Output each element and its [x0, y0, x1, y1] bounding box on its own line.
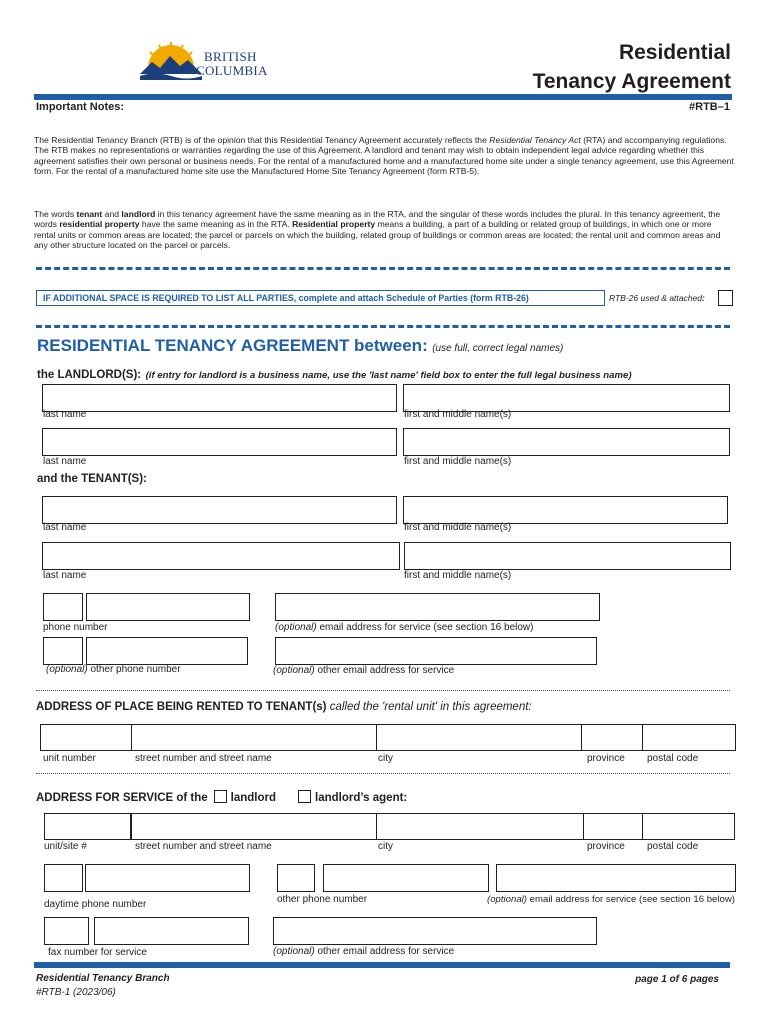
daytime-phone-area-code-field[interactable]	[44, 864, 83, 892]
service-other-phone-area-code-field[interactable]	[277, 864, 315, 892]
rtb26-checkbox[interactable]	[718, 290, 733, 306]
service-street-label: street number and street name	[135, 841, 272, 852]
page-title	[533, 38, 731, 96]
landlord-2-last-name-field[interactable]	[42, 428, 397, 456]
landlord-heading-text: the LANDLORD(S):	[37, 369, 142, 381]
page-number: page 1 of 6 pages	[635, 974, 719, 985]
landlord-option-label: landlord	[230, 792, 277, 804]
email-service-text: email address for service (see section 16 below)	[316, 622, 534, 633]
tenant-2-last-name-label: last name	[43, 570, 87, 581]
footer-rule	[34, 962, 730, 968]
email-optional-tag: (optional)	[275, 622, 317, 633]
service-other-email-label	[273, 946, 454, 957]
term-residential-property-2: Residential property	[292, 219, 376, 230]
landlord-agent-checkbox[interactable]	[298, 790, 311, 803]
service-province-field[interactable]	[583, 813, 643, 840]
notes-p1-act: Residential Tenancy Act	[489, 135, 581, 145]
footer-branch: Residential Tenancy Branch	[36, 973, 170, 984]
service-address-heading-text: ADDRESS FOR SERVICE of the	[36, 792, 208, 804]
rtb26-used-text: RTB-26 used & attached	[609, 293, 702, 303]
fax-number-field[interactable]	[94, 917, 249, 945]
notes-p2-text-a: The words	[34, 209, 77, 219]
additional-space-text: IF ADDITIONAL SPACE IS REQUIRED TO LIST ALL PARTIES, complete and attach Schedule of Parties (form RTB-26)	[43, 293, 529, 303]
dashed-divider-top	[36, 267, 730, 270]
service-email-field[interactable]	[496, 864, 736, 892]
tenant-heading: and the TENANT(S):	[37, 473, 147, 485]
service-other-email-optional-tag: (optional)	[273, 946, 315, 957]
fax-area-code-field[interactable]	[44, 917, 89, 945]
header-rule	[34, 94, 732, 100]
service-other-email-text: other email address for service	[314, 946, 455, 957]
rental-street-field[interactable]	[131, 724, 377, 751]
logo-text-british: BRITISH	[204, 49, 257, 64]
tenant-email-field[interactable]	[275, 593, 600, 621]
service-city-label: city	[378, 841, 393, 852]
rental-city-field[interactable]	[376, 724, 582, 751]
notes-paragraph-1	[34, 135, 734, 177]
service-email-label	[487, 894, 735, 905]
dashed-divider-bottom	[36, 325, 730, 328]
email-service-label	[275, 622, 533, 633]
title-line-2: Tenancy Agreement	[532, 70, 731, 93]
other-email-label	[273, 665, 454, 676]
daytime-phone-number-field[interactable]	[85, 864, 250, 892]
rental-postal-code-field[interactable]	[642, 724, 736, 751]
term-residential-property: residential property	[59, 219, 140, 230]
landlord-agent-option-label: landlord’s agent:	[315, 792, 408, 804]
rental-address-heading-note: called the 'rental unit' in this agreement:	[326, 701, 532, 713]
service-unit-site-label: unit/site #	[44, 841, 87, 852]
notes-p2-text-d: means a building, a part of a building or related group of buildings, in which one or more rental units or common areas are located; the parcel or parcels on which the building, related group of buildings or common areas are located; the rental unit and common areas and any other structure located on the parcel or parcels.	[34, 219, 721, 251]
rental-address-heading-text: ADDRESS OF PLACE BEING RENTED TO TENANT(s)	[36, 701, 327, 713]
service-email-optional-tag: (optional)	[487, 894, 527, 905]
service-street-field[interactable]	[131, 813, 377, 840]
title-line-1: Residential	[618, 41, 731, 64]
tenant-2-last-name-field[interactable]	[42, 542, 400, 570]
landlord-checkbox[interactable]	[214, 790, 227, 803]
daytime-phone-label: daytime phone number	[44, 899, 147, 910]
service-email-text: email address for service (see section 16 below)	[527, 894, 735, 905]
service-unit-site-field[interactable]	[44, 813, 131, 840]
service-postal-code-label: postal code	[647, 841, 699, 852]
form-code: #RTB–1	[689, 101, 730, 113]
service-postal-code-field[interactable]	[642, 813, 735, 840]
logo-text-columbia: COLUMBIA	[196, 63, 268, 78]
tenant-phone-area-code-field[interactable]	[43, 593, 83, 621]
service-other-phone-label: other phone number	[277, 894, 368, 905]
rental-unit-number-field[interactable]	[40, 724, 132, 751]
landlord-1-last-name-field[interactable]	[42, 384, 397, 412]
landlord-heading	[37, 365, 632, 383]
agreement-heading-note: (use full, correct legal names)	[432, 343, 564, 354]
service-address-heading	[36, 790, 407, 804]
tenant-1-first-name-field[interactable]	[403, 496, 728, 524]
tenant-other-email-field[interactable]	[275, 637, 597, 665]
landlord-2-first-name-label: first and middle name(s)	[404, 456, 512, 467]
rental-city-label: city	[378, 753, 393, 764]
bc-sun-icon	[140, 40, 202, 80]
landlord-1-first-name-field[interactable]	[403, 384, 730, 412]
other-phone-label	[46, 664, 181, 675]
bc-logo	[140, 40, 280, 82]
rental-address-heading	[36, 701, 532, 713]
landlord-2-first-name-field[interactable]	[403, 428, 730, 456]
rtb26-used-label	[609, 293, 705, 303]
tenant-2-first-name-field[interactable]	[404, 542, 731, 570]
other-email-text: other email address for service	[314, 665, 455, 676]
other-email-optional-tag: (optional)	[273, 665, 315, 676]
service-other-phone-number-field[interactable]	[323, 864, 489, 892]
other-phone-text: other phone number	[87, 664, 181, 675]
landlord-1-last-name-label: last name	[43, 409, 87, 420]
rental-postal-code-label: postal code	[647, 753, 699, 764]
notes-p2-and: and	[102, 209, 122, 219]
service-other-email-field[interactable]	[273, 917, 597, 945]
rental-street-label: street number and street name	[135, 753, 272, 764]
notes-p1-text-a: The Residential Tenancy Branch (RTB) is of the opinion that this Residential Tenancy Agreement accurately reflects the	[34, 135, 490, 145]
tenant-other-phone-area-code-field[interactable]	[43, 637, 83, 665]
tenant-other-phone-number-field[interactable]	[86, 637, 248, 665]
rental-province-field[interactable]	[581, 724, 643, 751]
landlord-heading-note: (if entry for landlord is a business name, use the 'last name' field box to enter the full legal business name)	[145, 370, 632, 381]
service-city-field[interactable]	[376, 813, 584, 840]
notes-p2-text-b: in this tenancy agreement have the same meaning as in the RTA, and the singular of these words includes the plural. In this tenancy agreement, the words	[34, 209, 721, 230]
footer-form-revision: #RTB-1 (2023/06)	[36, 987, 116, 998]
additional-space-notice	[36, 290, 605, 306]
landlord-2-last-name-label: last name	[43, 456, 87, 467]
notes-p2-text-c: have the same meaning as in the RTA.	[139, 219, 293, 230]
service-province-label: province	[587, 841, 625, 852]
term-tenant: tenant	[76, 209, 103, 219]
term-landlord: landlord	[121, 209, 156, 219]
notes-paragraph-2	[34, 209, 734, 251]
rtb26-colon: :	[701, 293, 705, 303]
other-phone-optional-tag: (optional)	[46, 664, 88, 675]
rental-unit-number-label: unit number	[43, 753, 96, 764]
phone-number-label: phone number	[43, 622, 108, 633]
agreement-heading	[37, 336, 563, 356]
tenant-1-last-name-label: last name	[43, 522, 87, 533]
dotted-divider-1	[36, 690, 730, 691]
tenant-phone-number-field[interactable]	[86, 593, 250, 621]
rental-province-label: province	[587, 753, 625, 764]
notes-p1-text-b: (RTA) and accompanying regulations. The RTB makes no representations or warranties regarding the use of this Agreement. A landlord and tenant may wish to obtain independent legal advice regarding whether this agreement satisfies their own personal or business needs. For the rental of a manufactured home and a manufactured home site under a single tenancy agreement, use this Agreement form. For the rental of a manufactured home site use the Manufactured Home Site Tenancy Agreement (form RTB-5).	[34, 135, 734, 177]
dotted-divider-2	[36, 773, 730, 774]
landlord-1-first-name-label: first and middle name(s)	[404, 409, 512, 420]
fax-label: fax number for service	[48, 947, 147, 958]
important-notes-heading: Important Notes:	[36, 101, 124, 113]
tenant-1-first-name-label: first and middle name(s)	[404, 522, 512, 533]
agreement-heading-text: RESIDENTIAL TENANCY AGREEMENT between:	[37, 336, 428, 355]
tenant-2-first-name-label: first and middle name(s)	[404, 570, 512, 581]
tenant-1-last-name-field[interactable]	[42, 496, 397, 524]
